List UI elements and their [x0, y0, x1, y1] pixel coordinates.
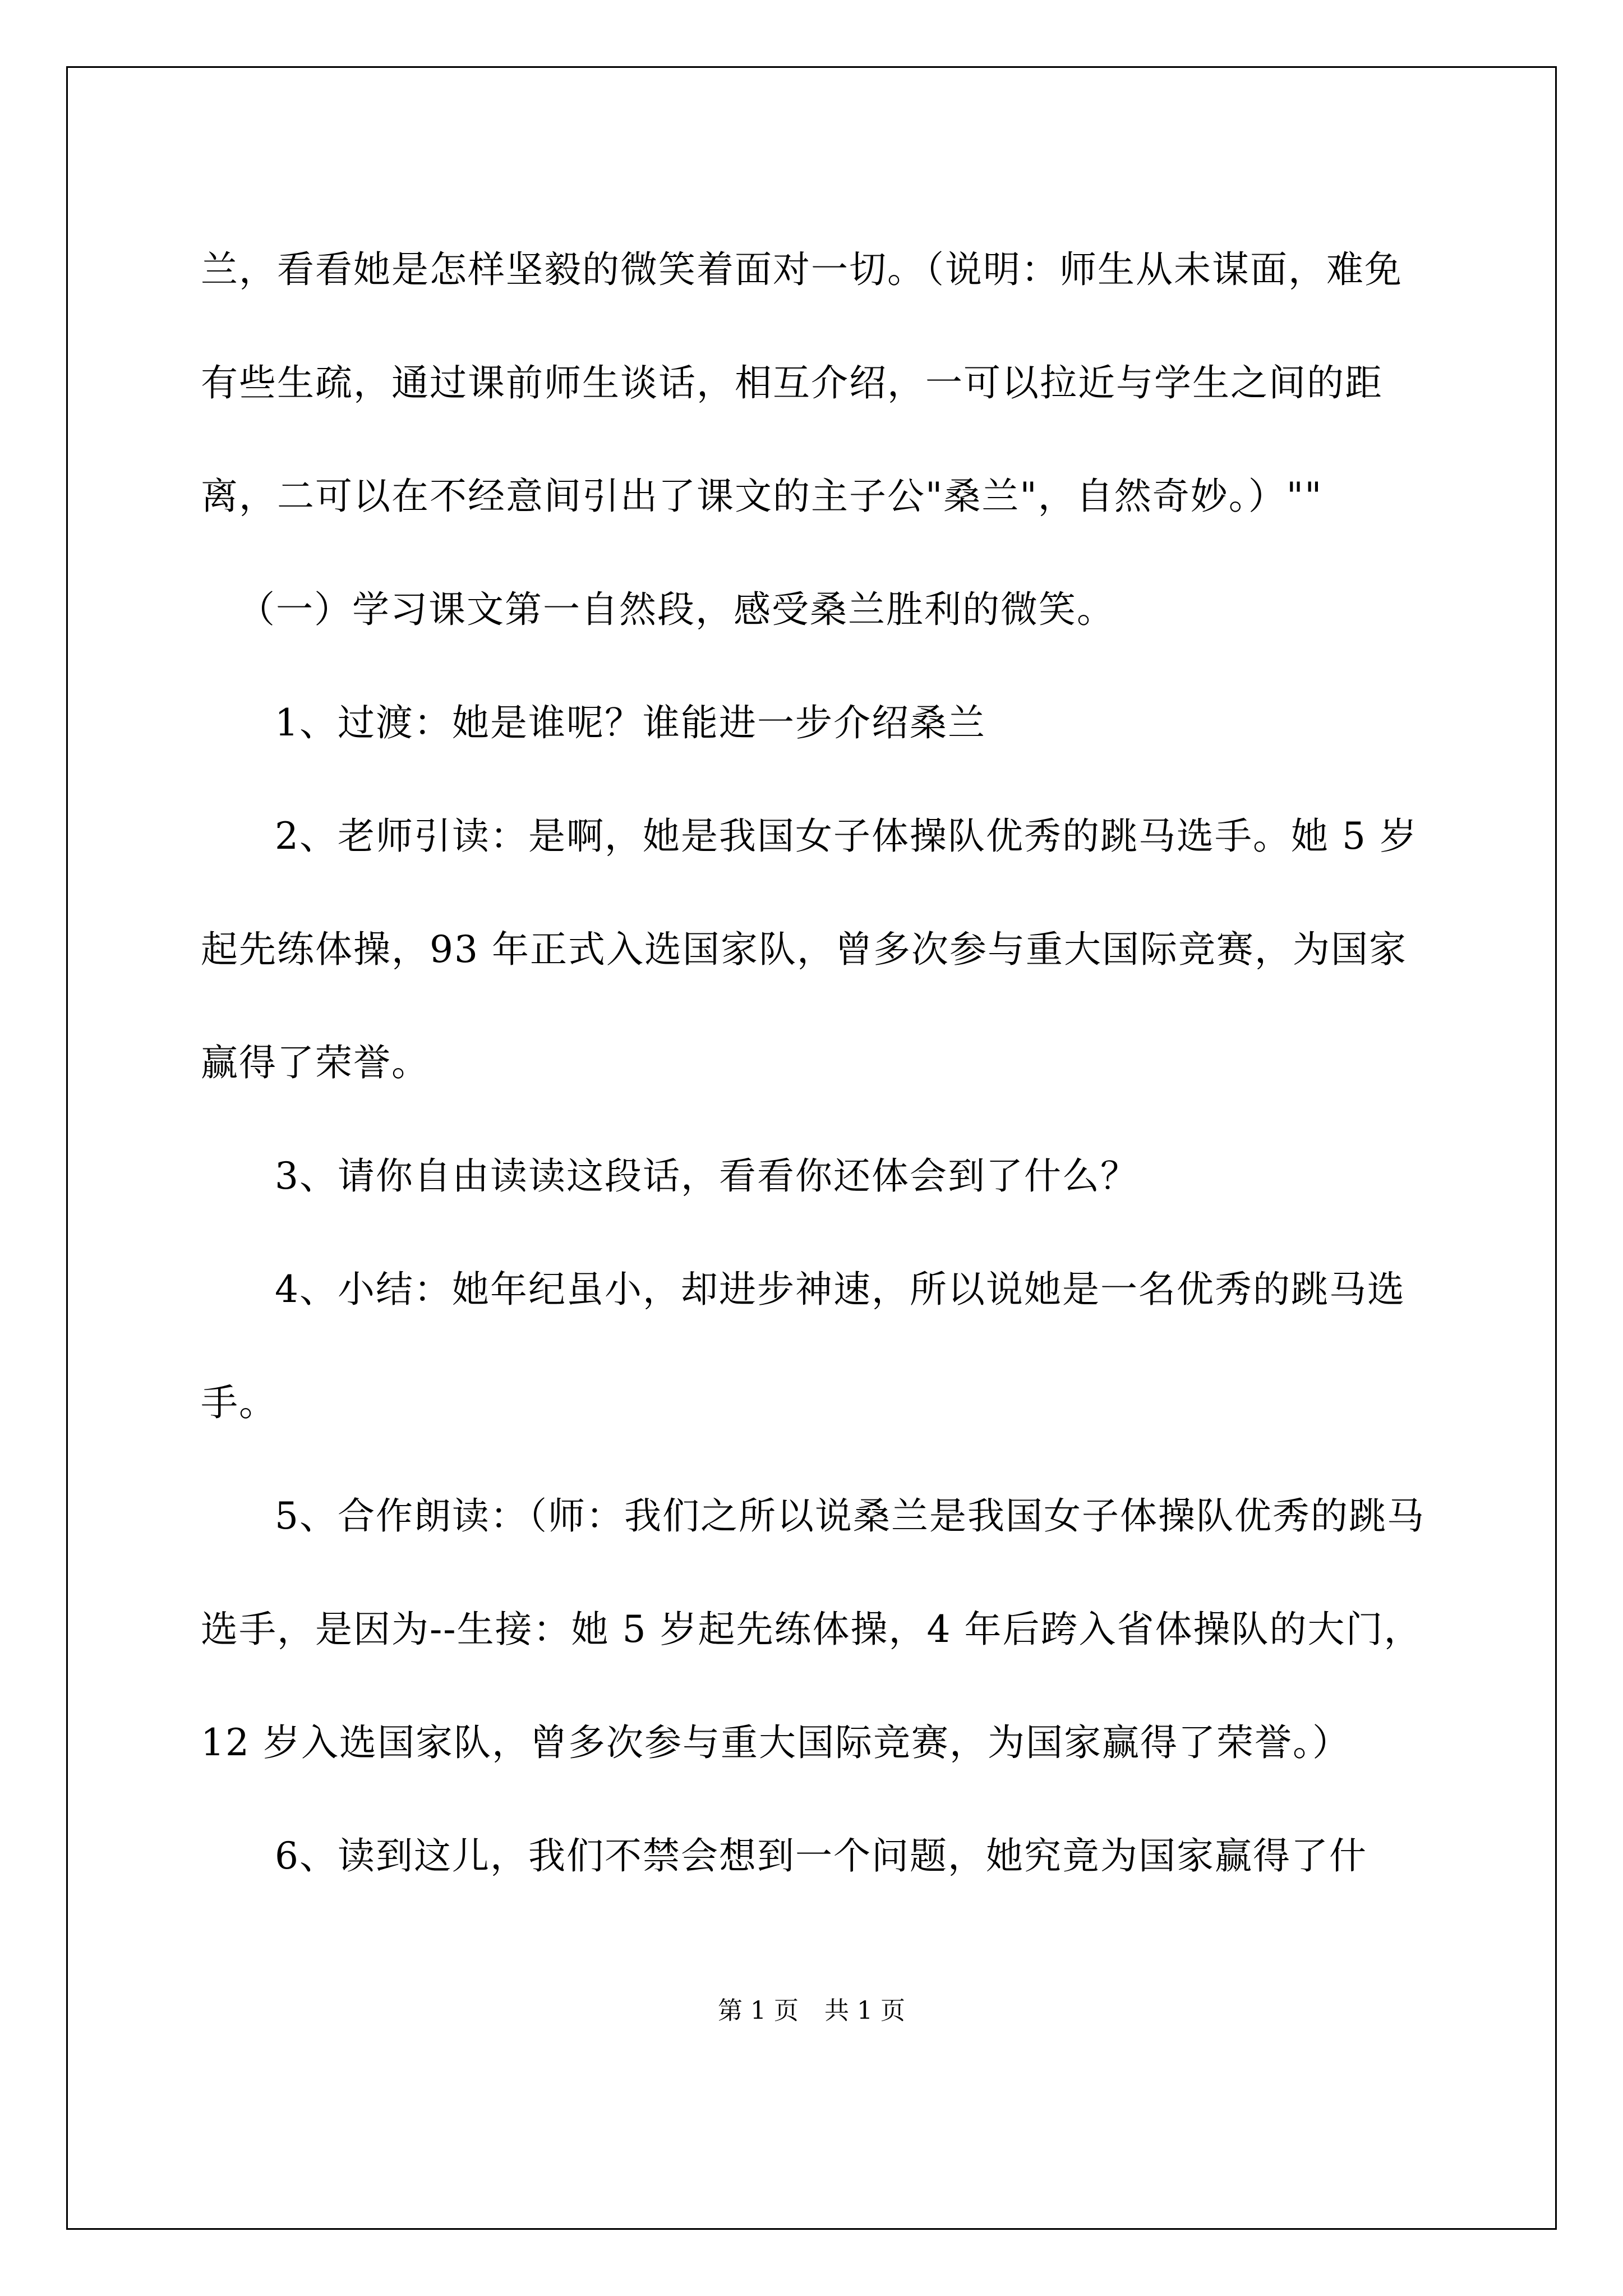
paragraph-5: 3、请你自由读读这段话，看看你还体会到了什么？ [275, 1154, 1138, 1198]
paragraph-3: 1、过渡：她是谁呢？谁能进一步介绍桑兰 [275, 701, 986, 744]
page-number: 第 1 页 [718, 1996, 799, 2025]
page-total: 共 1 页 [824, 1996, 905, 2025]
paragraph-8: 6、读到这儿，我们不禁会想到一个问题，她究竟为国家赢得了什 [275, 1834, 1367, 1878]
page-footer [0, 1994, 1623, 2028]
paragraph-4: 2、老师引读：是啊，她是我国女子体操队优秀的跳马选手。她 5 岁起先练体操，93 年正式入选国家队，曾多次参与重大国际竞赛，为国家赢得了荣誉。 [201, 815, 1418, 1084]
paragraph-1: 兰，看看她是怎样坚毅的微笑着面对一切。（说明：师生从未谋面，难免有些生疏，通过课前师生谈话，相互介绍，一可以拉近与学生之间的距离，二可以在不经意间引出了课文的主子公"桑兰"，自然奇妙。）"" [201, 248, 1403, 518]
paragraph-6: 4、小结：她年纪虽小，却进步神速，所以说她是一名优秀的跳马选手。 [201, 1268, 1405, 1424]
paragraph-7: 5、合作朗读：（师：我们之所以说桑兰是我国女子体操队优秀的跳马选手，是因为--生接：她 5 岁起先练体操，4 年后跨入省体操队的大门，12 岁入选国家队，曾多次参与重大国际竞赛，为国家赢得了荣誉。） [201, 1494, 1425, 1764]
paragraph-2: （一）学习课文第一自然段，感受桑兰胜利的微笑。 [238, 588, 1115, 631]
document-body [201, 213, 1435, 1913]
